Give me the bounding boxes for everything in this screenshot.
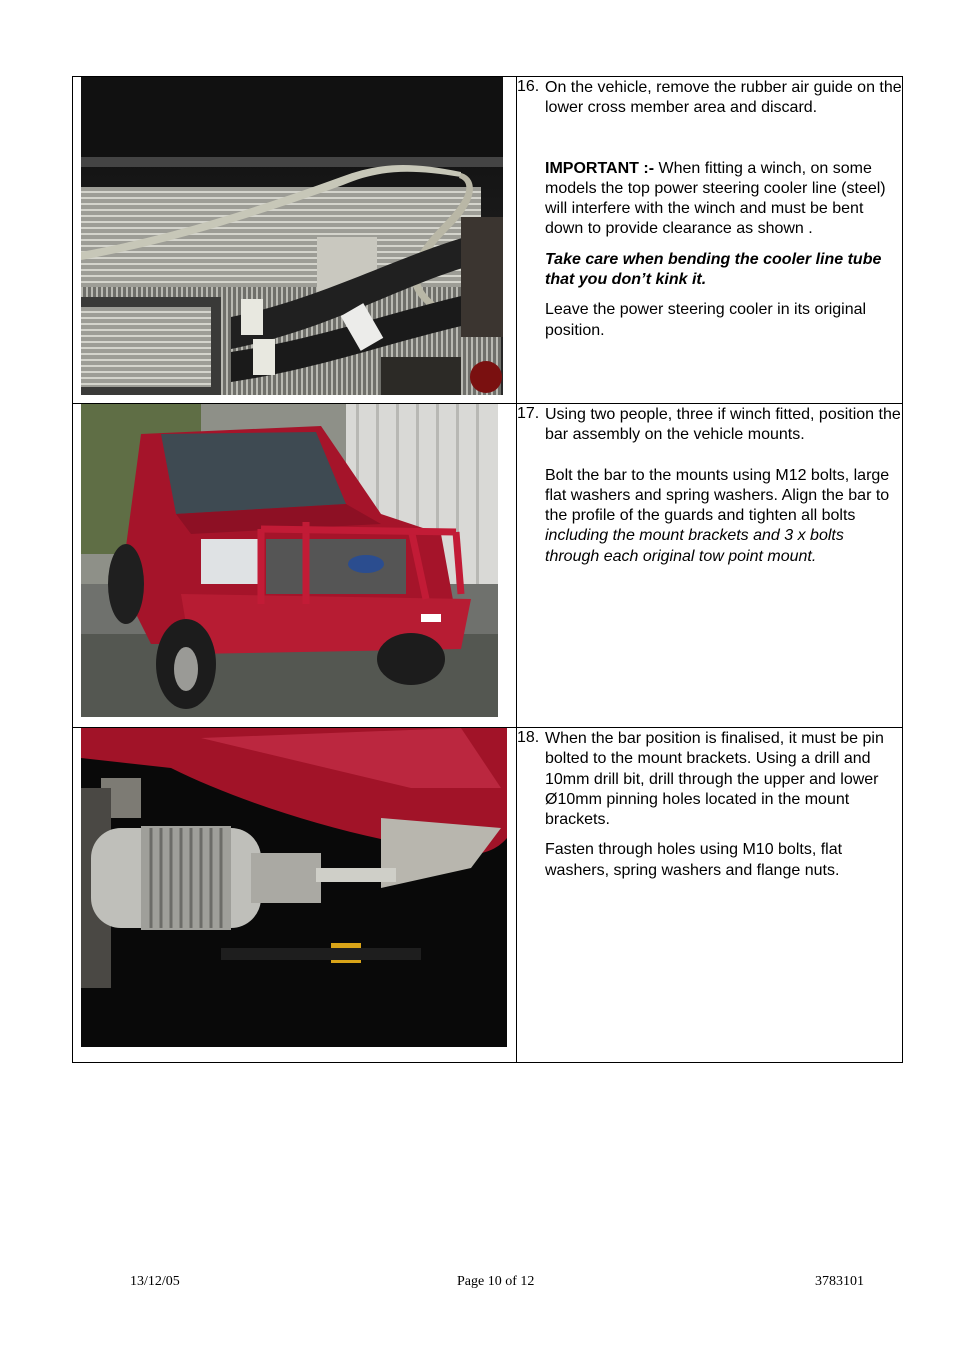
photo-cooler-line [81,77,503,395]
bolt-text-italic: including the mount brackets and 3 x bolts through each original tow point mount. [545,527,844,565]
step-row-18 [73,728,903,1063]
footer-doc-number: 3783101 [815,1274,864,1289]
step-number: 18. [517,729,540,746]
step-17-bolt-instruction [545,466,902,567]
important-label: IMPORTANT :- [545,159,655,177]
step-16-instruction: On the vehicle, remove the rubber air guide on the lower cross member area and discard. [545,79,902,117]
footer-page-number: Page 10 of 12 [457,1274,535,1289]
step-number: 16. [517,78,540,95]
step-text-cell [517,77,903,404]
important-text: When fitting a winch, on some models the top power steering cooler line (steel) will interfere with the winch and must be bent down to provide clearance as shown . [545,159,886,238]
step-18 [517,728,902,881]
step-16 [517,77,902,341]
photo-cell [73,404,517,728]
photo-cell [73,77,517,404]
step-18-instruction: When the bar position is finalised, it must be pin bolted to the mount brackets. Using a drill and 10mm drill bit, drill through the upper and lower Ø10mm pinning holes located in the mount brackets. [545,730,884,829]
footer-date: 13/12/05 [130,1274,180,1289]
step-text-cell [517,404,903,728]
step-17-instruction: Using two people, three if winch fitted, position the bar assembly on the vehicle mounts. [545,406,901,444]
photo-vehicle-bull-bar [81,404,498,717]
step-number: 17. [517,405,540,422]
bolt-text: Bolt the bar to the mounts using M12 bolts, large flat washers and spring washers. Align the bar to the profile of the guards and tighten all bolts [545,466,890,525]
step-16-caution: Take care when bending the cooler line tube that you don’t kink it. [545,250,882,289]
photo-drilling-bracket [81,728,507,1047]
step-16-important-note [545,159,902,240]
photo-cell [73,728,517,1063]
step-17 [517,404,902,567]
instructions-table [72,76,903,1063]
step-text-cell [517,728,903,1063]
step-16-note: Leave the power steering cooler in its original position. [545,301,867,339]
step-row-16 [73,77,903,404]
step-18-fasten-instruction: Fasten through holes using M10 bolts, flat washers, spring washers and flange nuts. [545,841,843,879]
step-row-17 [73,404,903,728]
